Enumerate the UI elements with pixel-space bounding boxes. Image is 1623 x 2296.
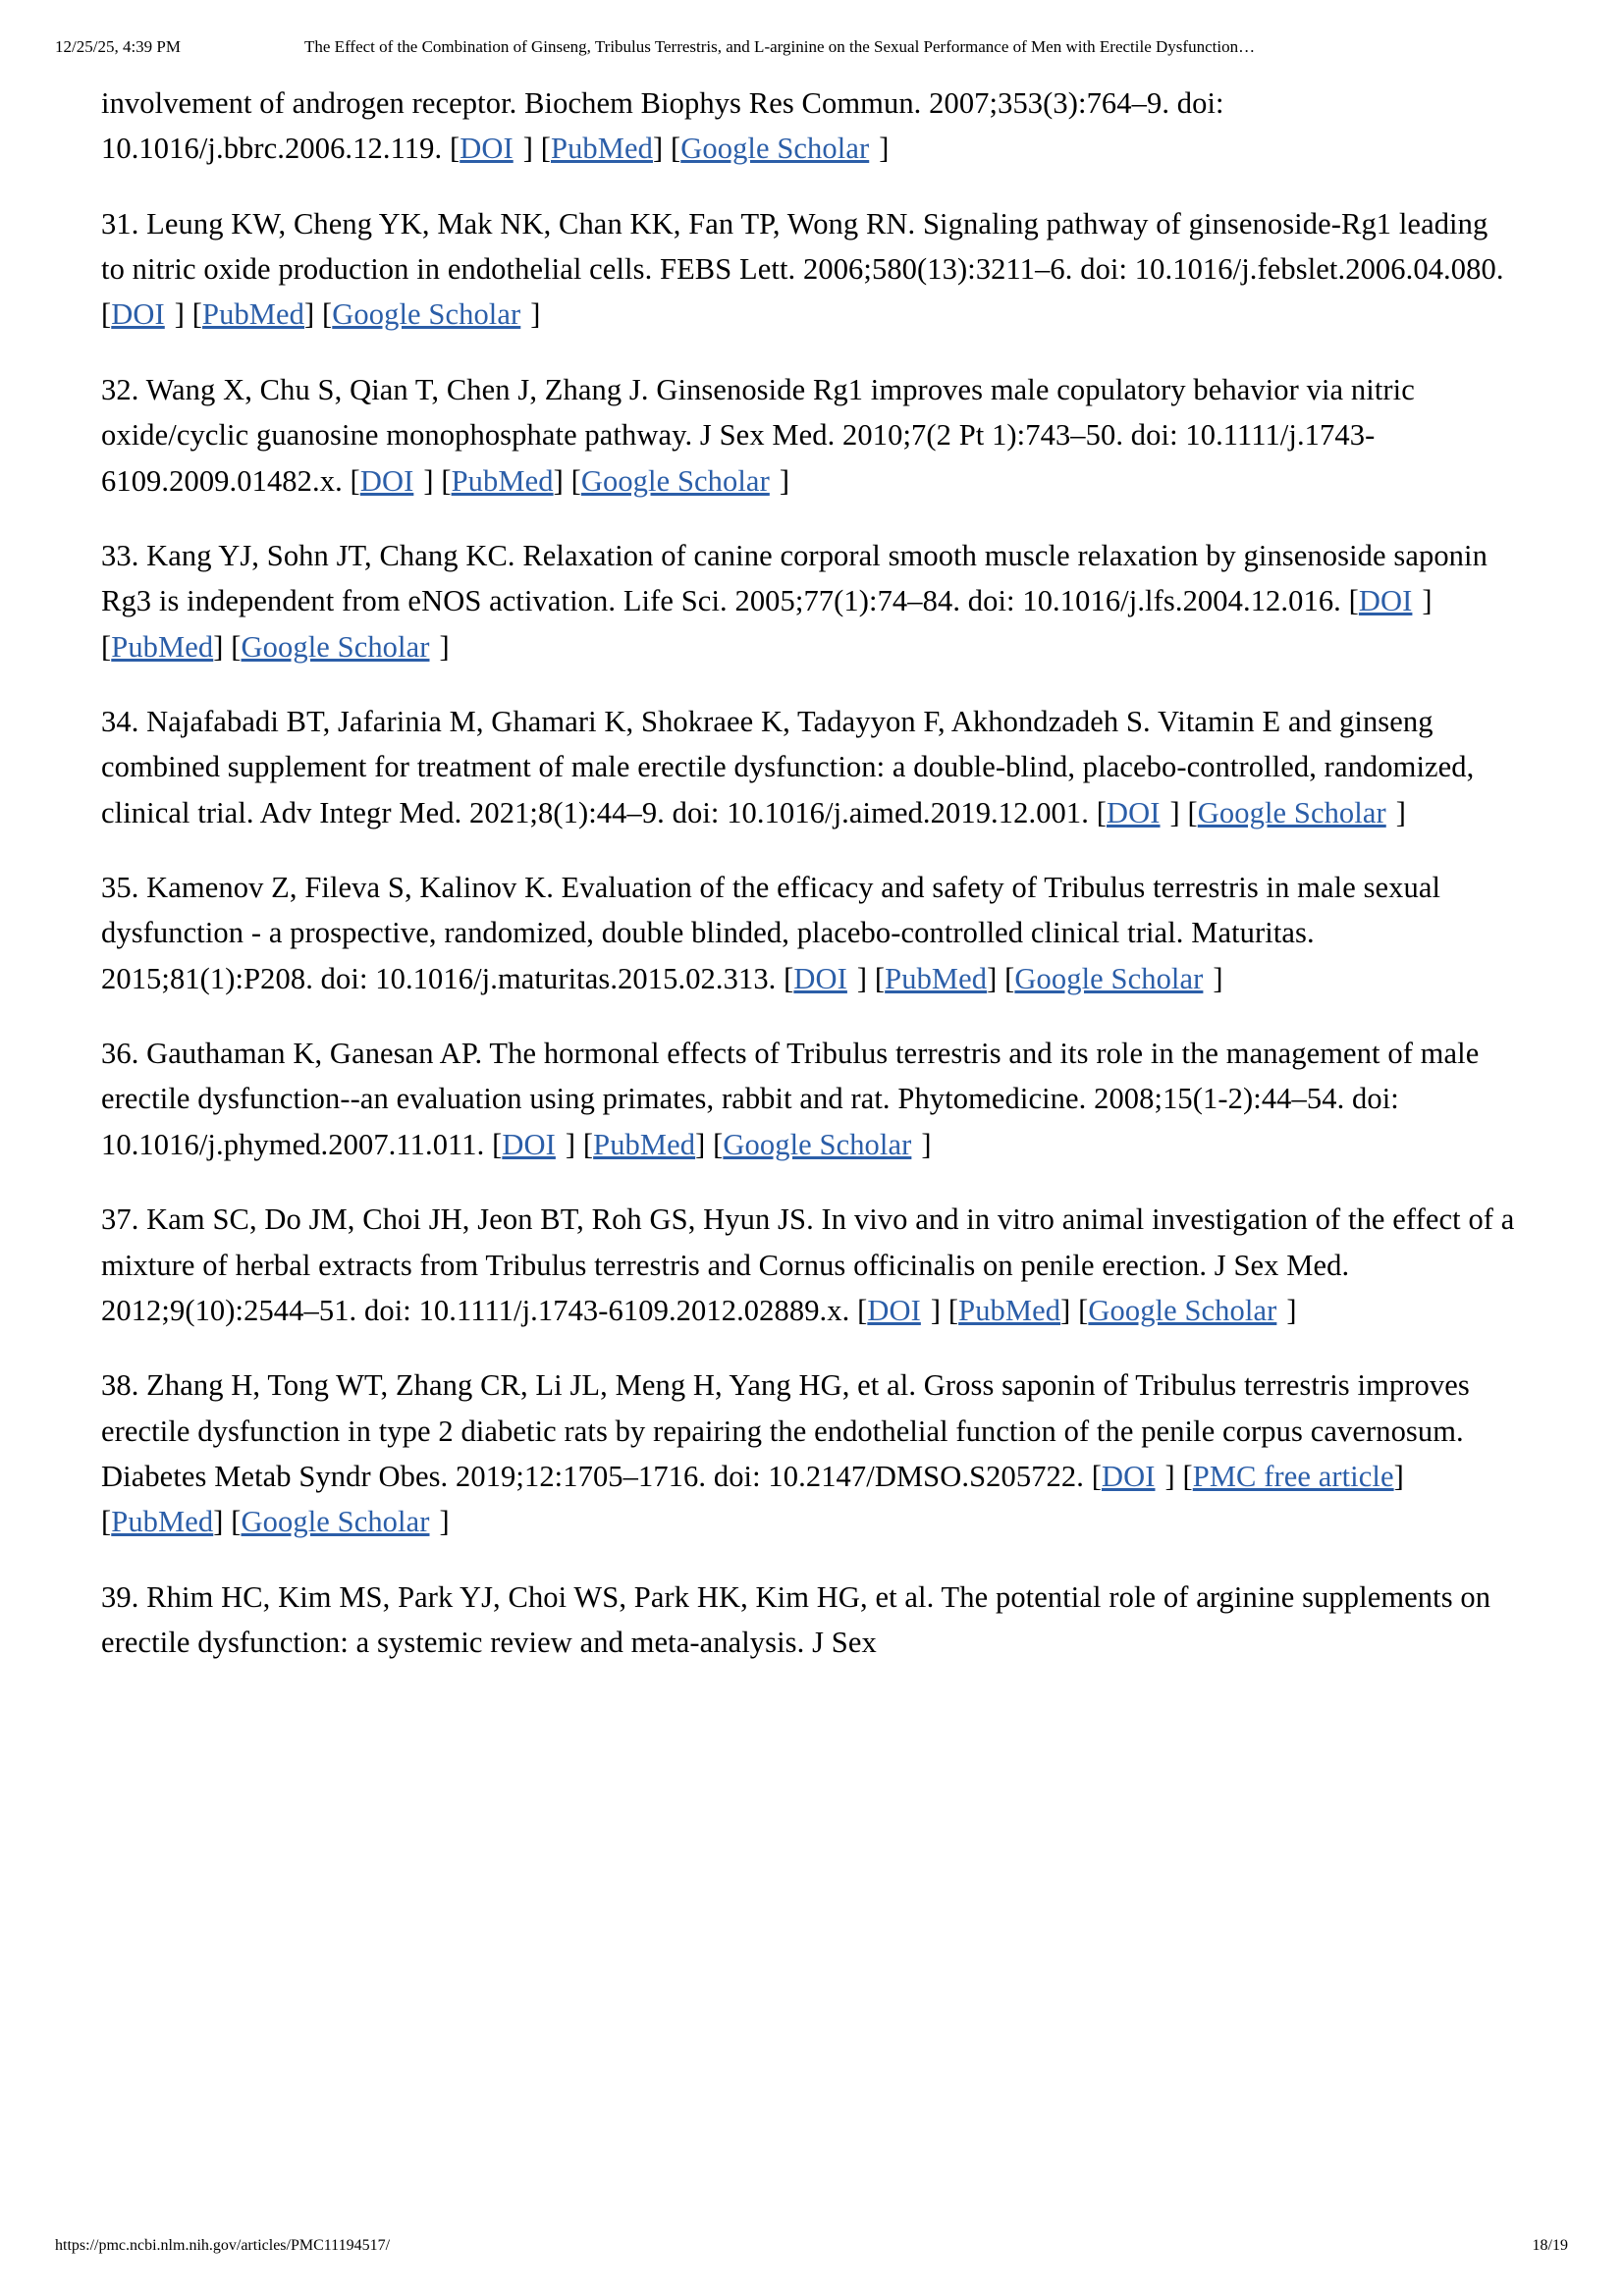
reference-text: 39. Rhim HC, Kim MS, Park YJ, Choi WS, Park HK, Kim HG, et al. The potential role of arginine supplements on erectile dysfunction: a systemic review and meta-analysis. J Sex: [101, 1579, 1491, 1660]
doi-link[interactable]: DOI: [793, 961, 847, 995]
bracket-open: [: [1348, 584, 1359, 618]
bracket-open: [: [449, 132, 460, 166]
bracket-close: ]: [1286, 1293, 1297, 1327]
bracket-close: ]: [1164, 1459, 1175, 1493]
reference-item-38: [101, 1362, 1515, 1544]
footer-page-number: 18/19: [1532, 2237, 1568, 2254]
bracket-open: [: [874, 961, 886, 995]
google-scholar-link[interactable]: Google Scholar: [332, 297, 521, 332]
doi-link[interactable]: DOI: [1101, 1459, 1156, 1493]
bracket-open: [: [670, 132, 681, 166]
reference-item-34: [101, 699, 1515, 835]
reference-text: 36. Gauthaman K, Ganesan AP. The hormonal effects of Tribulus terrestris and its role in the management of male erectile dysfunction--an evaluation using primates, rabbit and rat. Phytomedicine. 2008;15(1-2):44–54. doi: 10.1016/j.phymed.2007.11.011.: [101, 1037, 1480, 1161]
bracket-close: ]: [423, 463, 434, 498]
bracket-open: [: [441, 463, 452, 498]
doi-link[interactable]: DOI: [460, 132, 514, 166]
pubmed-link[interactable]: PubMed: [593, 1127, 696, 1161]
reference-text: 34. Najafabadi BT, Jafarinia M, Ghamari K, Shokraee K, Tadayyon F, Akhondzadeh S. Vitamin E and ginseng combined supplement for treatment of male erectile dysfunction: a double-blind, placebo-controlled, randomized, clinical trial. Adv Integr Med. 2021;8(1):44–9. doi: 10.1016/j.aimed.2019.12.001.: [101, 704, 1475, 829]
doi-link[interactable]: DOI: [359, 463, 414, 498]
bracket-open: [: [1096, 795, 1107, 829]
bracket-open: [: [1091, 1459, 1102, 1493]
bracket-open: [: [570, 463, 581, 498]
bracket-close: ]: [174, 297, 186, 332]
pubmed-link[interactable]: PubMed: [111, 629, 214, 664]
bracket-close: ]: [522, 132, 533, 166]
bracket-open: [: [231, 629, 242, 664]
header-document-title: The Effect of the Combination of Ginseng, Tribulus Terrestris, and L-arginine on the Sexual Performance of Men with Erectile Dysfunction…: [304, 37, 1256, 56]
reference-item-32: [101, 367, 1515, 504]
reference-item-30: [101, 80, 1515, 172]
doi-link[interactable]: DOI: [1106, 795, 1161, 829]
page-footer: [0, 2237, 1623, 2261]
google-scholar-link[interactable]: Google Scholar: [1088, 1293, 1277, 1327]
pubmed-link[interactable]: PubMed: [202, 297, 305, 332]
bracket-close: ]: [930, 1293, 942, 1327]
reference-list: [101, 80, 1515, 1694]
bracket-close: ]: [879, 132, 890, 166]
bracket-open: [: [1004, 961, 1015, 995]
pubmed-link[interactable]: PubMed: [958, 1293, 1061, 1327]
bracket-open: [: [713, 1127, 724, 1161]
reference-item-36: [101, 1031, 1515, 1167]
google-scholar-link[interactable]: Google Scholar: [723, 1127, 912, 1161]
bracket-open: [: [101, 1505, 112, 1539]
bracket-open: [: [322, 297, 333, 332]
header-divider: [0, 75, 1623, 76]
bracket-close: ]: [530, 297, 541, 332]
pubmed-link[interactable]: PubMed: [451, 463, 554, 498]
bracket-close: ]: [439, 1505, 450, 1539]
reference-text: 31. Leung KW, Cheng YK, Mak NK, Chan KK, Fan TP, Wong RN. Signaling pathway of ginsenoside-Rg1 leading to nitric oxide production in endothelial cells. FEBS Lett. 2006;580(13):3211–6. doi: 10.1016/j.febslet.2006.04.080.: [101, 206, 1504, 287]
doi-link[interactable]: DOI: [1358, 584, 1413, 618]
bracket-open: [: [101, 297, 112, 332]
reference-text: 35. Kamenov Z, Fileva S, Kalinov K. Evaluation of the efficacy and safety of Tribulus terrestris in male sexual dysfunction - a prospective, randomized, double blinded, placebo-controlled clinical trial. Maturitas. 2015;81(1):P208. doi: 10.1016/j.maturitas.2015.02.313.: [101, 871, 1441, 995]
bracket-close: ]: [779, 463, 790, 498]
google-scholar-link[interactable]: Google Scholar: [241, 1505, 430, 1539]
bracket-open: [: [1182, 1459, 1193, 1493]
footer-source-url: https://pmc.ncbi.nlm.nih.gov/articles/PMC11194517/: [55, 2237, 391, 2254]
bracket-close: ]: [987, 961, 998, 995]
bracket-close: ]: [1395, 795, 1407, 829]
bracket-close: ]: [213, 1505, 224, 1539]
bracket-close: ]: [1422, 584, 1433, 618]
google-scholar-link[interactable]: Google Scholar: [680, 132, 870, 166]
reference-item-33: [101, 533, 1515, 669]
google-scholar-link[interactable]: Google Scholar: [1014, 961, 1204, 995]
bracket-open: [: [540, 132, 551, 166]
bracket-close: ]: [695, 1127, 706, 1161]
doi-link[interactable]: DOI: [502, 1127, 556, 1161]
bracket-close: ]: [304, 297, 315, 332]
bracket-close: ]: [1169, 795, 1180, 829]
bracket-close: ]: [921, 1127, 932, 1161]
bracket-open: [: [947, 1293, 959, 1327]
bracket-close: ]: [652, 132, 664, 166]
bracket-open: [: [231, 1505, 242, 1539]
reference-item-39: [101, 1575, 1515, 1666]
bracket-close: ]: [565, 1127, 576, 1161]
bracket-close: ]: [1393, 1459, 1404, 1493]
bracket-open: [: [191, 297, 203, 332]
bracket-open: [: [350, 463, 360, 498]
doi-link[interactable]: DOI: [867, 1293, 921, 1327]
bracket-open: [: [492, 1127, 503, 1161]
header-timestamp: 12/25/25, 4:39 PM: [55, 37, 181, 56]
reference-text: 32. Wang X, Chu S, Qian T, Chen J, Zhang J. Ginsenoside Rg1 improves male copulatory behavior via nitric oxide/cyclic guanosine monophosphate pathway. J Sex Med. 2010;7(2 Pt 1):743–50. doi: 10.1111/j.1743-6109.2009.01482.x.: [101, 372, 1415, 498]
bracket-open: [: [582, 1127, 594, 1161]
doi-link[interactable]: DOI: [111, 297, 165, 332]
bracket-close: ]: [553, 463, 564, 498]
bracket-close: ]: [439, 629, 450, 664]
bracket-open: [: [101, 629, 112, 664]
google-scholar-link[interactable]: Google Scholar: [241, 629, 430, 664]
reference-item-37: [101, 1197, 1515, 1333]
reference-item-31: [101, 201, 1515, 338]
page-header: [0, 37, 1623, 63]
reference-item-35: [101, 865, 1515, 1001]
bracket-close: ]: [213, 629, 224, 664]
bracket-open: [: [1078, 1293, 1089, 1327]
pubmed-link[interactable]: PubMed: [551, 132, 653, 166]
pubmed-link[interactable]: PubMed: [111, 1505, 214, 1539]
pmc-free-article-link[interactable]: PMC free article: [1192, 1459, 1394, 1493]
bracket-close: ]: [1213, 961, 1223, 995]
reference-text: involvement of androgen receptor. Biochem Biophys Res Commun. 2007;353(3):764–9. doi: 10.1016/j.bbrc.2006.12.119.: [101, 86, 1224, 166]
bracket-open: [: [857, 1293, 868, 1327]
reference-text: 33. Kang YJ, Sohn JT, Chang KC. Relaxation of canine corporal smooth muscle relaxation by ginsenoside saponin Rg3 is independent from eNOS activation. Life Sci. 2005;77(1):74–84. doi: 10.1016/j.lfs.2004.12.016.: [101, 538, 1488, 618]
bracket-open: [: [784, 961, 794, 995]
reference-text: 38. Zhang H, Tong WT, Zhang CR, Li JL, Meng H, Yang HG, et al. Gross saponin of Tribulus terrestris improves erectile dysfunction in type 2 diabetic rats by repairing the endothelial function of the penile corpus cavernosum. Diabetes Metab Syndr Obes. 2019;12:1705–1716. doi: 10.2147/DMSO.S205722.: [101, 1368, 1470, 1493]
reference-text: 37. Kam SC, Do JM, Choi JH, Jeon BT, Roh GS, Hyun JS. In vivo and in vitro animal investigation of the effect of a mixture of herbal extracts from Tribulus terrestris and Cornus officinalis on penile erection. J Sex Med. 2012;9(10):2544–51. doi: 10.1111/j.1743-6109.2012.02889.x.: [101, 1202, 1515, 1327]
bracket-close: ]: [1060, 1293, 1071, 1327]
pubmed-link[interactable]: PubMed: [885, 961, 988, 995]
google-scholar-link[interactable]: Google Scholar: [580, 463, 770, 498]
google-scholar-link[interactable]: Google Scholar: [1197, 795, 1386, 829]
bracket-close: ]: [856, 961, 868, 995]
bracket-open: [: [1187, 795, 1198, 829]
